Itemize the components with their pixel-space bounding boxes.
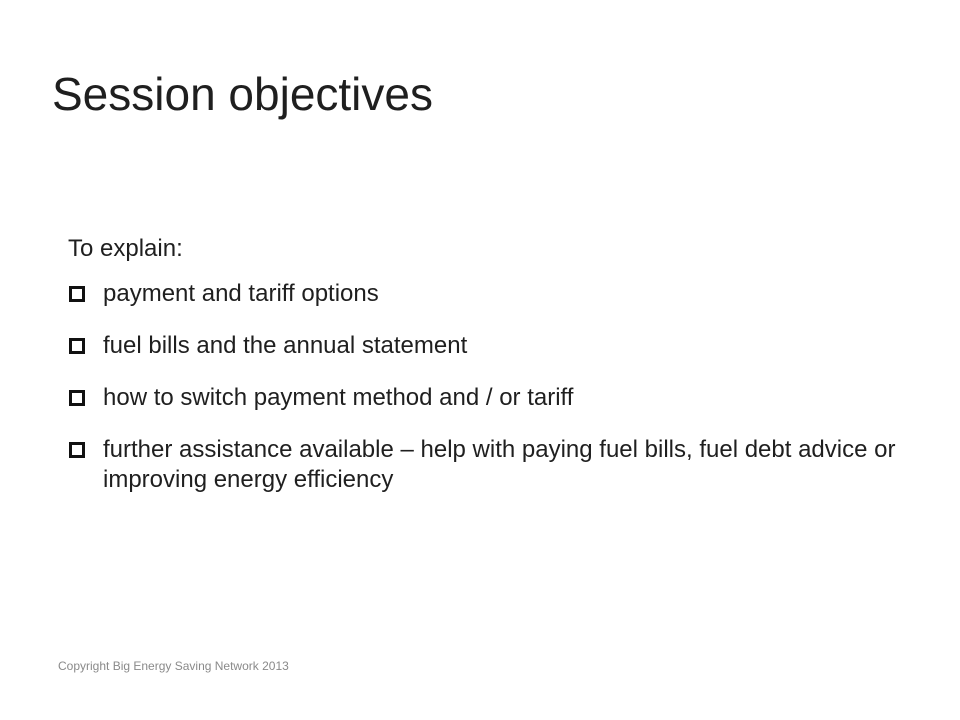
- copyright-footer: Copyright Big Energy Saving Network 2013: [58, 659, 289, 673]
- hollow-square-icon: [69, 286, 85, 302]
- hollow-square-icon: [69, 338, 85, 354]
- list-item: [68, 383, 928, 413]
- slide-body: [68, 232, 928, 517]
- list-item: [68, 331, 928, 361]
- page-title: Session objectives: [52, 68, 433, 120]
- hollow-square-icon: [69, 442, 85, 458]
- list-item-text: how to switch payment method and / or tariff: [103, 384, 574, 411]
- list-item: [68, 435, 928, 495]
- list-item-text: fuel bills and the annual statement: [103, 332, 468, 359]
- hollow-square-icon: [69, 390, 85, 406]
- intro-text: To explain:: [68, 235, 183, 262]
- list-item-text: further assistance available – help with paying fuel bills, fuel debt advice or improving energy efficiency: [103, 436, 896, 493]
- list-item: [68, 279, 928, 309]
- objectives-list: [68, 279, 928, 495]
- list-item-text: payment and tariff options: [103, 280, 379, 307]
